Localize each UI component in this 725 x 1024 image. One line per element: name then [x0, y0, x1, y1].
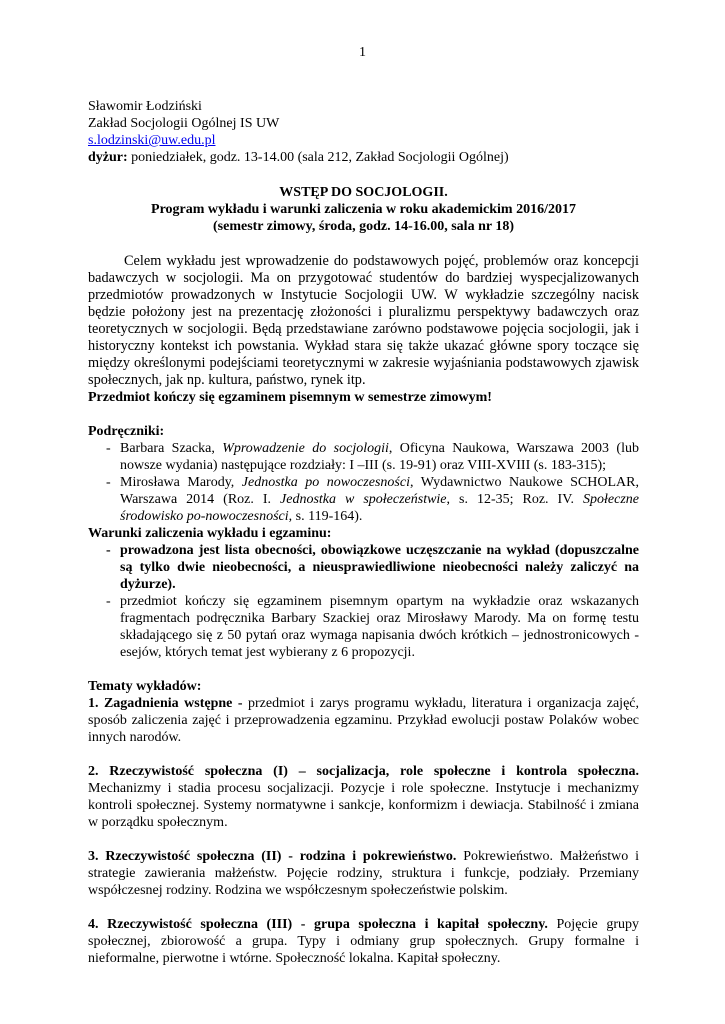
textbooks-list — [88, 440, 639, 525]
document-subtitle: Program wykładu i warunki zaliczenia w roku akademickim 2016/2017 — [151, 202, 576, 217]
intro-paragraph: Celem wykładu jest wprowadzenie do podstawowych pojęć, problemów oraz koncepcji badawczych w socjologii. Ma on przygotować studentów do bardziej wyspecjalizowanych przedmiotów prowadzonych w Instytucie Socjologii UW. W wykładzie szczególny nacisk będzie położony jest na prezentację złożoności i pluralizmu perspektywy badawczych oraz teoretycznych w socjologii. Będą przedstawiane zarówno podstawowe pojęcia socjologii, jak i historyczny kontekst ich powstania. Wykład stara się także ukazać główne spory toczące się między określonymi podejściami teoretycznymi w zakresie wyjaśniania podstawowych zjawisk społecznych, jak np. kultura, państwo, rynek itp. — [88, 253, 639, 388]
topic-1: 1. Zagadnienia wstępne - przedmiot i zarys programu wykładu, literatura i organizacja zajęć, sposób zaliczenia zajęć i przeprowadzenia egzaminu. Przykład ewolucji postaw Polaków wobec innych narodów. — [88, 696, 639, 745]
page-number: 1 — [359, 45, 366, 60]
condition-item: - prowadzona jest lista obecności, obowiązkowe uczęszczanie na wykład (dopuszczalne są tylko dwie nieobecności, a nieusprawiedliwione nieobecności należy zaliczyć na dyżurze). — [88, 542, 639, 593]
topic-title: 2. Rzeczywistość społeczna (I) – socjalizacja, role społeczne i kontrola społeczna. — [88, 764, 639, 779]
topics-heading: Tematy wykładów: — [88, 679, 202, 694]
textbook-item: - Mirosława Marody, Jednostka po nowoczesności, Wydawnictwo Naukowe SCHOLAR, Warszawa 2014 (Roz. I. Jednostka w społeczeństwie, s. 12-35; Roz. IV. Społeczne środowisko po-nowoczesności, s. 119-164). — [88, 474, 639, 525]
author-name: Sławomir Łodziński — [88, 99, 202, 114]
book-title: Jednostka po nowoczesności — [241, 475, 410, 490]
duty-text: poniedziałek, godz. 13-14.00 (sala 212, Zakład Socjologii Ogólnej) — [127, 150, 509, 165]
author-department: Zakład Socjologii Ogólnej IS UW — [88, 116, 280, 131]
exam-note: Przedmiot kończy się egzaminem pisemnym w semestrze zimowym! — [88, 390, 492, 405]
textbooks-heading: Podręczniki: — [88, 424, 165, 439]
topic-4: 4. Rzeczywistość społeczna (III) - grupa społeczna i kapitał społeczny. Pojęcie grupy społecznej, zbiorowość a grupa. Typy i odmiany grup społecznych. Grupy formalne i nieformalne, pierwotne i wtórne. Społeczność lokalna. Kapitał społeczny. — [88, 917, 639, 966]
document-page — [88, 48, 639, 967]
chapter-title: Społeczne środowisko po-nowoczesności — [120, 492, 639, 524]
semester-info: (semestr zimowy, środa, godz. 14-16.00, sala nr 18) — [213, 219, 514, 234]
topic-title: 4. Rzeczywistość społeczna (III) - grupa społeczna i kapitał społeczny. — [88, 917, 548, 932]
textbook-item: - Barbara Szacka, Wprowadzenie do socjologii, Oficyna Naukowa, Warszawa 2003 (lub nowsze wydania) następujące rozdziały: I –III (s. 19-91) oraz VIII-XVIII (s. 183-315); — [88, 440, 639, 474]
conditions-heading: Warunki zaliczenia wykładu i egzaminu: — [88, 526, 332, 541]
condition-item: - przedmiot kończy się egzaminem pisemnym opartym na wykładzie oraz wskazanych fragmentach podręcznika Barbary Szackiej oraz Mirosławy Marody. Ma on formę testu składającego się z 50 pytań oraz wymaga napisania dwóch krótkich – jednostronicowych - esejów, których temat jest wybierany z 6 propozycji. — [88, 593, 639, 661]
topic-title: 3. Rzeczywistość społeczna (II) - rodzina i pokrewieństwo. — [88, 849, 457, 864]
author-block — [88, 98, 639, 166]
book-title: Wprowadzenie do socjologii — [222, 441, 389, 456]
duty-hours — [88, 149, 639, 166]
author-email-link[interactable]: s.lodzinski@uw.edu.pl — [88, 133, 216, 148]
duty-label: dyżur: — [88, 150, 128, 165]
document-title: WSTĘP DO SOCJOLOGII. — [279, 185, 448, 200]
conditions-list — [88, 542, 639, 661]
topic-title: 1. Zagadnienia wstępne - — [88, 696, 243, 711]
chapter-title: Jednostka w społeczeństwie — [280, 492, 447, 507]
topic-2: 2. Rzeczywistość społeczna (I) – socjalizacja, role społeczne i kontrola społeczna. Mechanizmy i stadia procesu socjalizacji. Pozycje i role społeczne. Instytucje i mechanizmy kontroli społecznej. Systemy normatywne i sankcje, konformizm i dewiacja. Stabilność i zmiana w porządku społecznym. — [88, 764, 639, 830]
topic-3: 3. Rzeczywistość społeczna (II) - rodzina i pokrewieństwo. Pokrewieństwo. Małżeństwo i strategie zawierania małżeństw. Pojęcie rodziny, struktura i funkcje, podziały. Przemiany współczesnej rodziny. Rodzina we współczesnym społeczeństwie polskim. — [88, 849, 639, 898]
